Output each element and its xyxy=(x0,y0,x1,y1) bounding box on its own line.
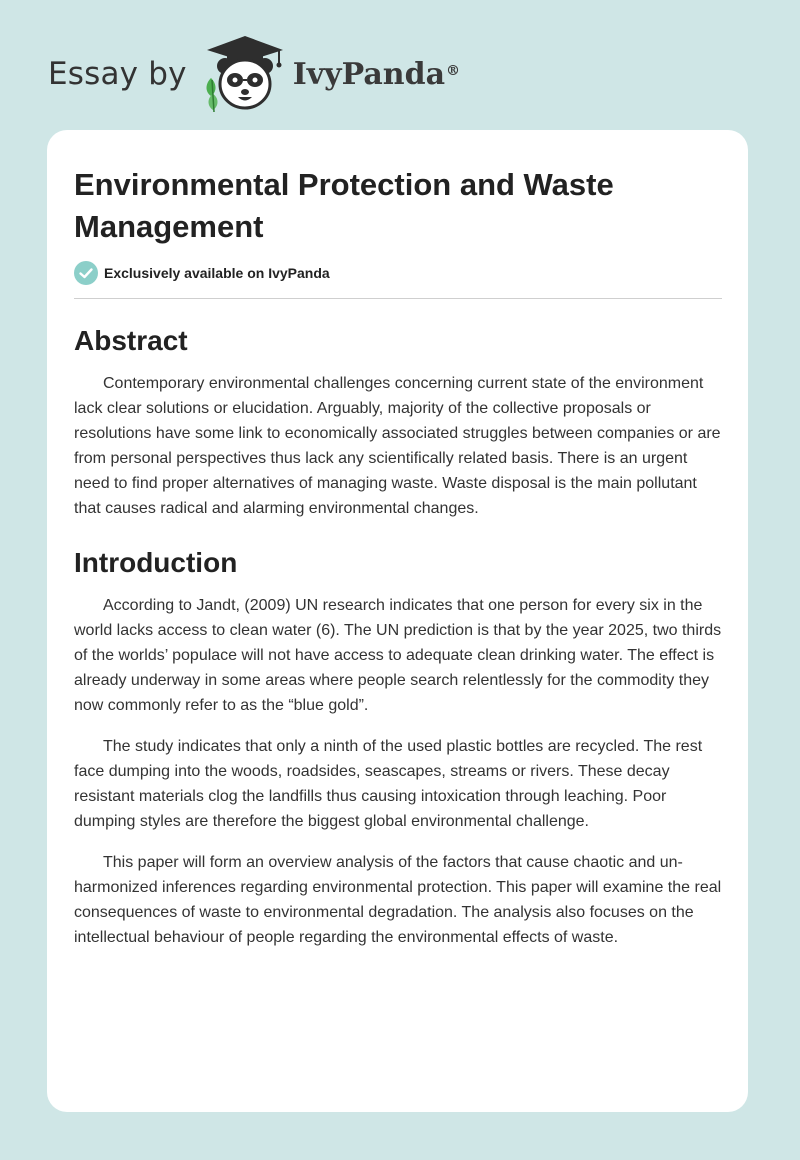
check-badge-icon xyxy=(74,261,98,285)
paragraph: According to Jandt, (2009) UN research indicates that one person for every six in the world lacks access to clean water (6). The UN prediction is that by the year 2025, two thirds of the worlds’ populace will not have access to adequate clean drinking water. The effect is already underway in some areas where people search relentlessly for the commodity they now commonly refer to as the “blue gold”. xyxy=(74,597,722,714)
exclusive-label: Exclusively available on IvyPanda xyxy=(104,265,330,281)
essay-card xyxy=(47,130,748,1112)
essay-title: Environmental Protection and Waste Management xyxy=(74,167,614,244)
section-heading: Introduction xyxy=(74,547,238,578)
section-introduction xyxy=(74,547,722,950)
section-abstract xyxy=(74,325,722,521)
paragraph: The study indicates that only a ninth of the used plastic bottles are recycled. The rest face dumping into the woods, roadsides, seascapes, streams or rivers. These decay resistant materials clog the landfills thus causing intoxication through leaching. Poor dumping styles are therefore the biggest global environmental challenge. xyxy=(74,738,703,830)
section-heading: Abstract xyxy=(74,325,188,356)
brand-name[interactable] xyxy=(293,57,460,92)
trademark-symbol: ® xyxy=(446,62,461,79)
essay-by-label: Essay by xyxy=(48,56,187,92)
brand-text: IvyPanda xyxy=(292,56,446,92)
site-header xyxy=(48,34,460,114)
paragraph: This paper will form an overview analysis of the factors that cause chaotic and un-harmonized inferences regarding environmental protection. This paper will examine the real consequences of waste to environmental degradation. The analysis also focuses on the intellectual behaviour of people regarding the environmental effects of waste. xyxy=(74,854,722,946)
panda-logo-icon[interactable] xyxy=(201,34,289,114)
exclusive-badge xyxy=(74,261,722,299)
paragraph: Contemporary environmental challenges concerning current state of the environment lack clear solutions or elucidation. Arguably, majority of the collective proposals or resolutions have some link to economically associated struggles between companies or are from personal perspectives thus lack any scientifically related basis. There is an urgent need to find proper alternatives of managing waste. Waste disposal is the main pollutant that causes radical and alarming environmental changes. xyxy=(74,375,721,517)
